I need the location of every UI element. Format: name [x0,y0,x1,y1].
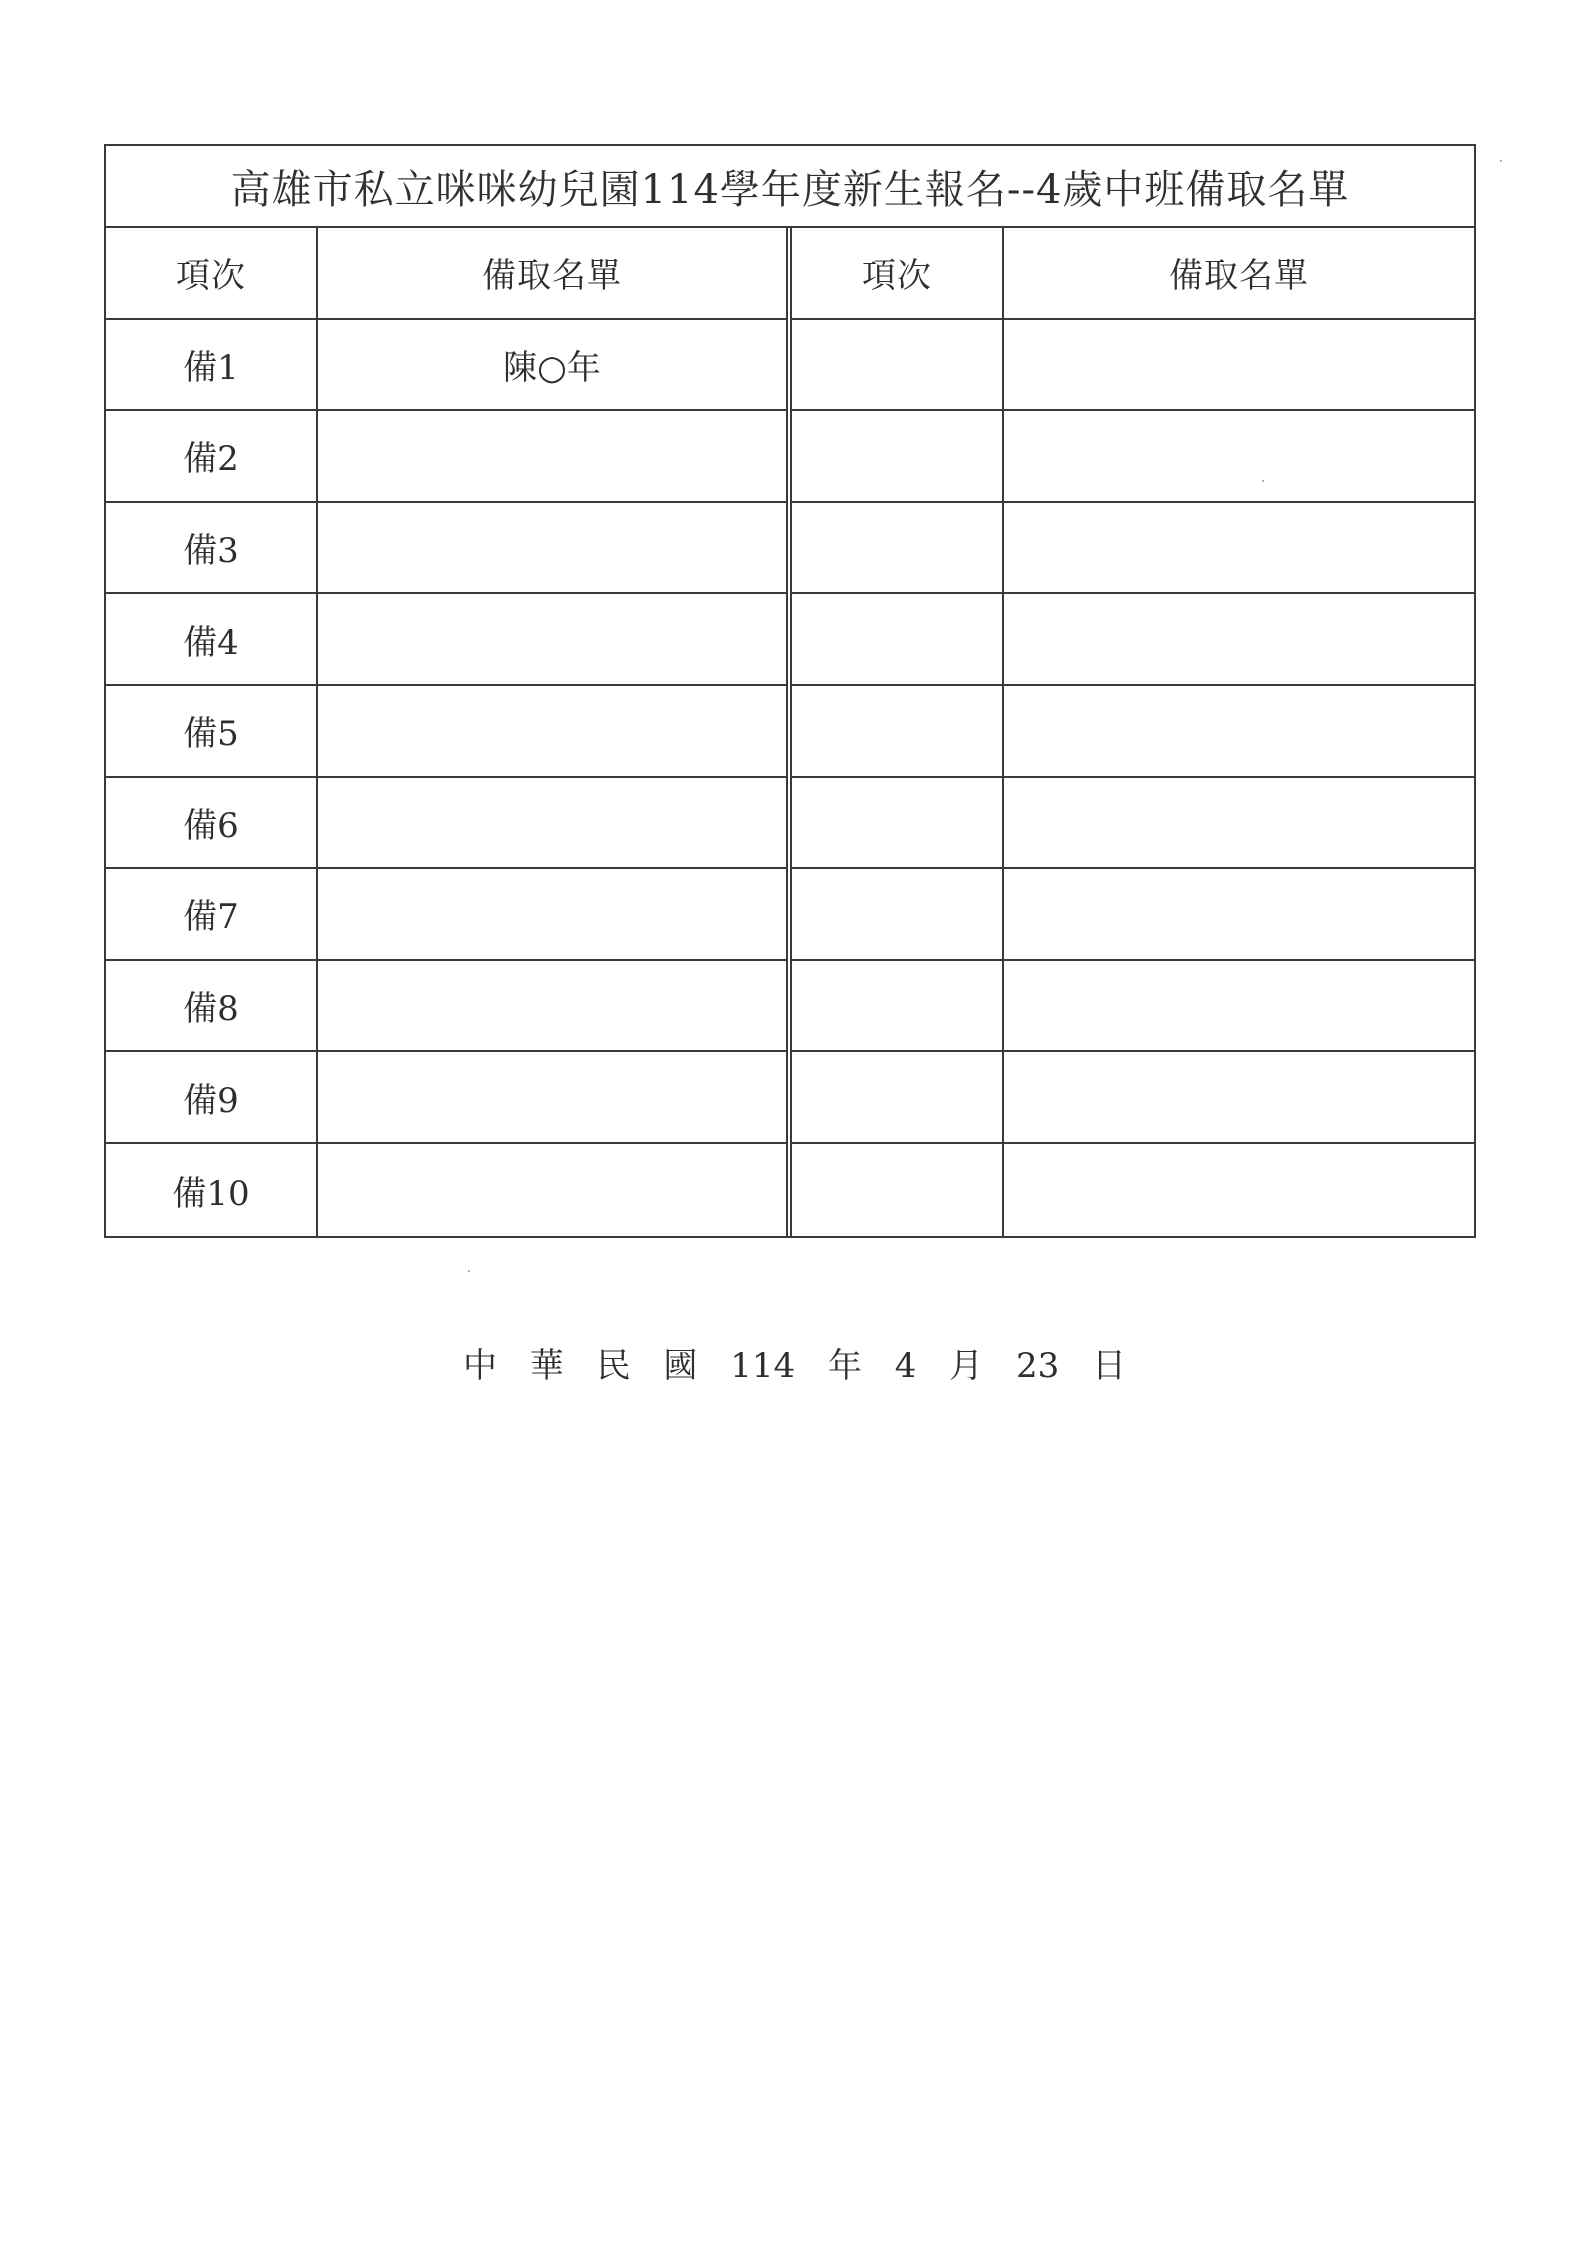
row-name [1004,411,1474,501]
row-name [318,869,786,959]
table-row [106,961,786,1053]
scan-speck [1262,480,1264,482]
table-row [792,411,1474,503]
header-item-number: 項次 [792,228,1004,318]
row-number [792,869,1004,959]
row-number [792,320,1004,410]
header-row-right [792,228,1474,320]
row-name [318,1144,786,1237]
row-name: 陳○年 [503,347,601,388]
header-waitlist-name: 備取名單 [1169,256,1309,297]
row-number: 備7 [106,869,318,959]
row-name [1004,1144,1474,1237]
row-name [318,961,786,1051]
row-number: 備4 [106,594,318,684]
table-body [106,228,1474,1236]
date-year-unit: 年 [827,1346,862,1386]
date-day: 23 [1015,1346,1060,1386]
row-name [1004,1052,1474,1142]
row-number: 備10 [106,1144,318,1237]
table-row [792,1052,1474,1144]
date-month-unit: 月 [949,1346,984,1386]
header-row-left [106,228,786,320]
row-name [1004,869,1474,959]
row-name [1004,320,1474,410]
row-name [318,778,786,868]
row-number: 備6 [106,778,318,868]
left-column-group [106,228,788,1236]
row-name [1004,594,1474,684]
table-row [792,869,1474,961]
row-number [792,778,1004,868]
row-number: 備3 [106,503,318,593]
row-name [1004,961,1474,1051]
date-char: 國 [663,1346,698,1386]
date-day-unit: 日 [1092,1346,1127,1386]
header-waitlist-name: 備取名單 [482,256,622,297]
row-number: 備8 [106,961,318,1051]
table-row [106,1144,786,1237]
row-name [318,503,786,593]
row-number: 備2 [106,411,318,501]
table-row [792,778,1474,870]
table-row [106,686,786,778]
row-number: 備5 [106,686,318,776]
table-row [792,503,1474,595]
row-name [318,1052,786,1142]
date-year: 114 [730,1346,796,1386]
date-char: 民 [596,1346,631,1386]
table-row [106,503,786,595]
scan-speck [468,1270,470,1272]
row-number: 備1 [106,320,318,410]
table-row [792,686,1474,778]
date-month: 4 [894,1346,917,1386]
row-name [1004,778,1474,868]
table-row [106,411,786,503]
table-row [792,594,1474,686]
row-name [318,686,786,776]
waitlist-table [104,144,1476,1238]
table-row [106,869,786,961]
issue-date [0,1338,1589,1387]
table-row [106,594,786,686]
date-char: 華 [529,1346,564,1386]
date-char: 中 [462,1346,497,1386]
row-name [1004,503,1474,593]
row-number [792,503,1004,593]
right-column-group [792,228,1474,1236]
row-number [792,1144,1004,1237]
row-name [318,411,786,501]
row-name [318,594,786,684]
row-name [1004,686,1474,776]
table-row [792,1144,1474,1237]
row-number [792,594,1004,684]
row-number [792,1052,1004,1142]
row-number: 備9 [106,1052,318,1142]
scan-speck [1500,160,1502,162]
table-row [106,778,786,870]
table-row [792,320,1474,412]
table-row [106,320,786,412]
row-number [792,961,1004,1051]
table-row [106,1052,786,1144]
table-title: 高雄市私立咪咪幼兒園114學年度新生報名--4歲中班備取名單 [106,146,1474,228]
table-row [792,961,1474,1053]
header-item-number: 項次 [106,228,318,318]
row-number [792,686,1004,776]
row-number [792,411,1004,501]
